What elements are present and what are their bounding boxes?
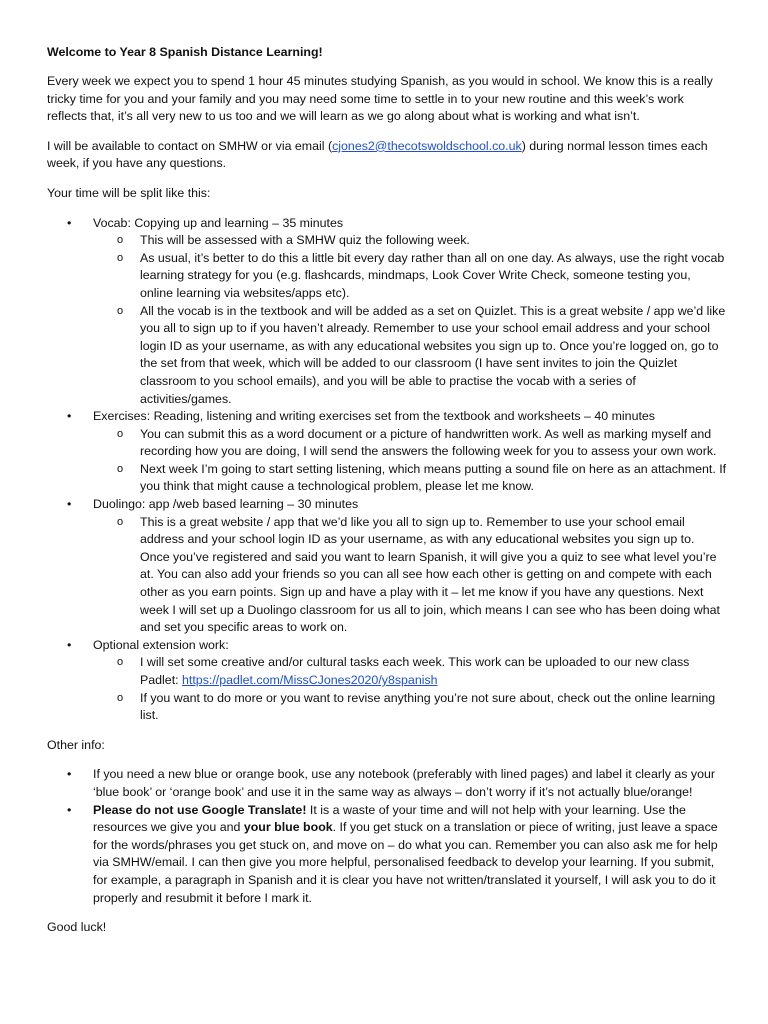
email-link[interactable]: cjones2@thecotswoldschool.co.uk: [332, 138, 522, 153]
contact-text-before: I will be available to contact on SMHW or via email (: [47, 138, 333, 153]
time-split-list: [47, 215, 727, 725]
list-item-vocab: [47, 215, 727, 409]
closing-line: Good luck!: [47, 920, 107, 935]
sub-item: o As usual, it’s better to do this a little bit every day rather than all on one day. As always, use the right vocab learning strategy for you (e.g. flashcards, mindmaps, Look Cover Write Check, someone testing you, online learning via websites/apps etc).: [93, 250, 727, 303]
exercises-sublist: [93, 426, 727, 496]
contact-text-after: ) during normal lesson times each week, if you have any questions.: [47, 138, 708, 171]
padlet-link[interactable]: https://padlet.com/MissCJones2020/y8spanish: [182, 673, 438, 687]
sub-item: o You can submit this as a word document or a picture of handwritten work. As well as marking myself and recording how you are doing, I will send the answers the following week for you to assess your own work.: [93, 426, 727, 461]
other-info-list: [47, 766, 727, 907]
translate-text: It is a waste of your time and will not help with your learning. Use the resources we give you and: [93, 802, 686, 835]
duolingo-sublist: [93, 514, 727, 637]
extension-label: Optional extension work:: [93, 637, 229, 652]
duolingo-label: Duolingo: app /web based learning – 30 minutes: [93, 497, 359, 512]
sub-item-padlet: [93, 654, 727, 689]
contact-paragraph: [47, 138, 727, 173]
intro-paragraph: Every week we expect you to spend 1 hour 45 minutes studying Spanish, as you would in school. We know this is a really tricky time for you and your family and you may need some time to settle in to your new routine and this week’s work reflects that, it’s all very new to us too and we will learn as we go along about what is working and what isn’t.: [47, 74, 713, 124]
blue-book-emphasis: your blue book: [243, 820, 333, 835]
document-title: Welcome to Year 8 Spanish Distance Learning!: [47, 45, 323, 59]
translate-warning: Please do not use Google Translate!: [93, 802, 307, 817]
vocab-label: Vocab: Copying up and learning – 35 minutes: [93, 215, 344, 230]
sub-item: o Next week I’m going to start setting listening, which means putting a sound file on here as an attachment. If you think that might cause a technological problem, please let me know.: [93, 461, 727, 496]
sub-item: o This will be assessed with a SMHW quiz the following week.: [93, 232, 727, 250]
list-item-duolingo: [47, 496, 727, 637]
sub-item: o All the vocab is in the textbook and will be added as a set on Quizlet. This is a great website / app we’d like you all to sign up to if you haven’t already. Remember to use your school email address and your school login ID as your username, as with any educational websites you sign up to. Once you’re logged on, go to the set from that week, which will be added to our classroom (I have sent invites to join the Quizlet classroom to you school emails), and you will be able to practise the vocab with a series of activities/games.: [93, 303, 727, 409]
document-body: [47, 44, 727, 949]
sub-item: o If you want to do more or you want to revise anything you’re not sure about, check out the online learning list.: [93, 690, 727, 725]
list-item-extension: [47, 637, 727, 725]
translate-text-rest: . If you get stuck on a translation or piece of writing, just leave a space for the words/phrases you get stuck on, and move on – do what you can. Remember you can also ask me for help via SMHW/email. I can then give you more helpful, personalised feedback to develop your learning. If you submit, for example, a paragraph in Spanish and it is clear you have not written/translated it yourself, I will ask you to do it properly and resubmit it before I mark it.: [93, 820, 718, 905]
padlet-text: I will set some creative and/or cultural tasks each week. This work can be uploaded to our new class Padlet:: [140, 655, 690, 687]
split-heading: Your time will be split like this:: [47, 185, 211, 200]
list-item-books: • If you need a new blue or orange book, use any notebook (preferably with lined pages) and label it clearly as your ‘blue book’ or ‘orange book’ and use it in the same way as always – don’t worry if it’s not actually blue/orange!: [47, 766, 727, 801]
sub-item: o This is a great website / app that we’d like you all to sign up to. Remember to use your school email address and your school login ID as your username, as with any educational websites you sign up to. Once you’ve registered and said you want to learn Spanish, it will give you a quiz to see what level you’re at. You can also add your friends so you can all see how each other is getting on and compete with each other as you earn points. Sign up and have a play with it – let me know if you have any questions. Next week I will set up a Duolingo classroom for us all to join, which means I can see who has been doing what and set you specific areas to work on.: [93, 514, 727, 637]
list-item-translate: [47, 802, 727, 908]
vocab-sublist: [93, 232, 727, 408]
list-item-exercises: [47, 408, 727, 496]
exercises-label: Exercises: Reading, listening and writing exercises set from the textbook and worksheets – 40 minutes: [93, 409, 655, 424]
extension-sublist: [93, 654, 727, 724]
other-info-heading: Other info:: [47, 737, 105, 752]
